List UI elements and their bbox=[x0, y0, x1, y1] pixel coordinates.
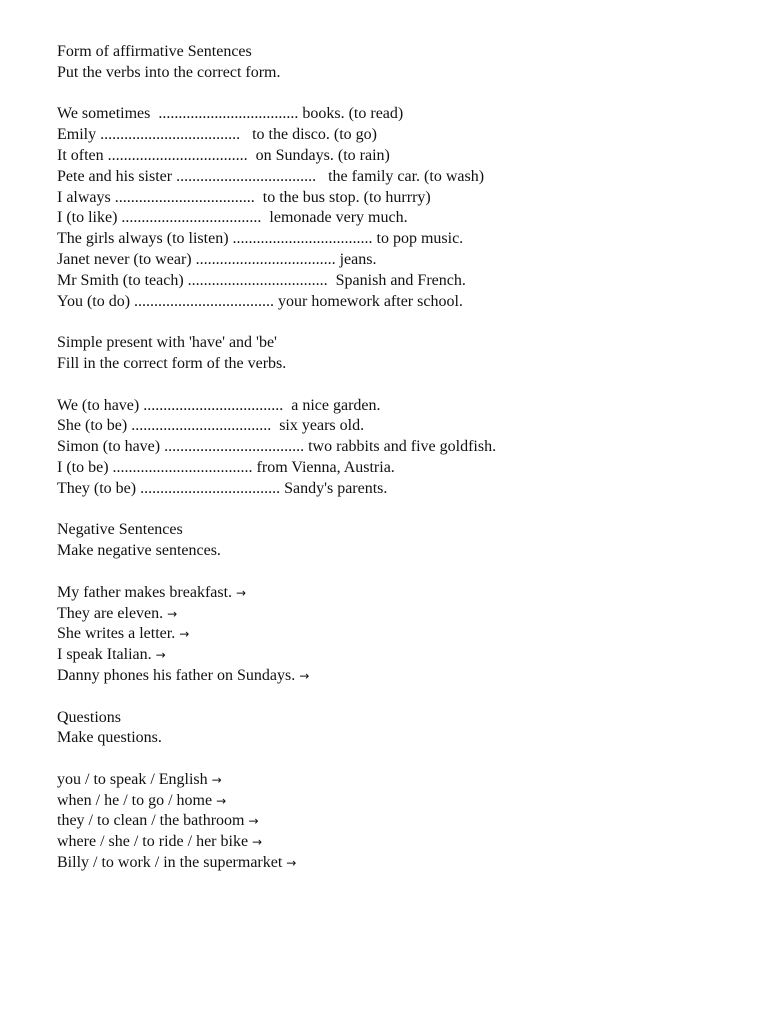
exercise-line: They (to be) ................................... Sandy's parents. bbox=[57, 479, 388, 497]
exercise-line: Mr Smith (to teach) ................................... Spanish and French. bbox=[57, 271, 466, 289]
exercise-text: My father makes breakfast. bbox=[57, 583, 233, 601]
exercise-line: Janet never (to wear) ................................... jeans. bbox=[57, 250, 377, 268]
exercise-line: You (to do) ................................... your homework after school. bbox=[57, 292, 463, 310]
spacer bbox=[57, 375, 737, 396]
exercise-line bbox=[57, 583, 737, 604]
section-questions bbox=[57, 708, 737, 874]
section-title: Questions bbox=[57, 708, 121, 726]
spacer bbox=[57, 84, 737, 105]
exercise-line: We (to have) ................................... a nice garden. bbox=[57, 396, 381, 414]
section-title: Negative Sentences bbox=[57, 521, 183, 539]
exercise-line bbox=[57, 604, 737, 625]
exercise-text: where / she / to ride / her bike bbox=[57, 833, 249, 851]
exercise-line bbox=[57, 666, 737, 687]
exercise-text: They are eleven. bbox=[57, 604, 164, 622]
exercise-text: She writes a letter. bbox=[57, 625, 176, 643]
exercise-line: It often ................................... on Sundays. (to rain) bbox=[57, 146, 390, 164]
arrow-right-icon: → bbox=[299, 668, 310, 683]
exercise-line: She (to be) ................................... six years old. bbox=[57, 417, 365, 435]
spacer bbox=[57, 749, 737, 770]
spacer bbox=[57, 687, 737, 708]
section-affirmative bbox=[57, 42, 737, 312]
section-instruction: Fill in the correct form of the verbs. bbox=[57, 354, 287, 372]
exercise-line: Simon (to have) ................................... two rabbits and five goldfish. bbox=[57, 438, 497, 456]
arrow-right-icon: → bbox=[216, 793, 227, 808]
exercise-line: We sometimes ................................... books. (to read) bbox=[57, 105, 404, 123]
exercise-line: Emily ................................... to the disco. (to go) bbox=[57, 126, 377, 144]
arrow-right-icon: → bbox=[167, 606, 178, 621]
exercise-line: I always ................................... to the bus stop. (to hurrry) bbox=[57, 188, 431, 206]
exercise-text: Billy / to work / in the supermarket bbox=[57, 854, 283, 872]
section-negative bbox=[57, 520, 737, 686]
exercise-line: I (to be) ................................... from Vienna, Austria. bbox=[57, 458, 395, 476]
arrow-right-icon: → bbox=[252, 835, 263, 850]
arrow-right-icon: → bbox=[179, 627, 190, 642]
arrow-right-icon: → bbox=[155, 648, 166, 663]
exercise-line bbox=[57, 770, 737, 791]
exercise-text: they / to clean / the bathroom bbox=[57, 812, 245, 830]
arrow-right-icon: → bbox=[236, 585, 247, 600]
section-instruction: Make negative sentences. bbox=[57, 542, 221, 560]
arrow-right-icon: → bbox=[248, 814, 259, 829]
exercise-line: The girls always (to listen) ................................... to pop music. bbox=[57, 230, 464, 248]
exercise-text: I speak Italian. bbox=[57, 646, 152, 664]
exercise-line bbox=[57, 624, 737, 645]
worksheet bbox=[57, 42, 737, 874]
section-instruction: Make questions. bbox=[57, 729, 162, 747]
arrow-right-icon: → bbox=[211, 772, 222, 787]
exercise-text: you / to speak / English bbox=[57, 770, 208, 788]
exercise-line bbox=[57, 832, 737, 853]
section-title: Form of affirmative Sentences bbox=[57, 43, 252, 60]
section-instruction: Put the verbs into the correct form. bbox=[57, 63, 281, 81]
section-title: Simple present with 'have' and 'be' bbox=[57, 334, 277, 352]
exercise-line bbox=[57, 791, 737, 812]
section-have-be bbox=[57, 333, 737, 499]
spacer bbox=[57, 562, 737, 583]
exercise-line bbox=[57, 811, 737, 832]
exercise-line bbox=[57, 853, 737, 874]
spacer bbox=[57, 312, 737, 333]
exercise-text: Danny phones his father on Sundays. bbox=[57, 666, 296, 684]
spacer bbox=[57, 500, 737, 521]
exercise-text: when / he / to go / home bbox=[57, 791, 213, 809]
arrow-right-icon: → bbox=[286, 856, 297, 871]
exercise-line: Pete and his sister ................................... the family car. (to wash) bbox=[57, 167, 485, 185]
exercise-line bbox=[57, 645, 737, 666]
exercise-line: I (to like) ................................... lemonade very much. bbox=[57, 209, 408, 227]
